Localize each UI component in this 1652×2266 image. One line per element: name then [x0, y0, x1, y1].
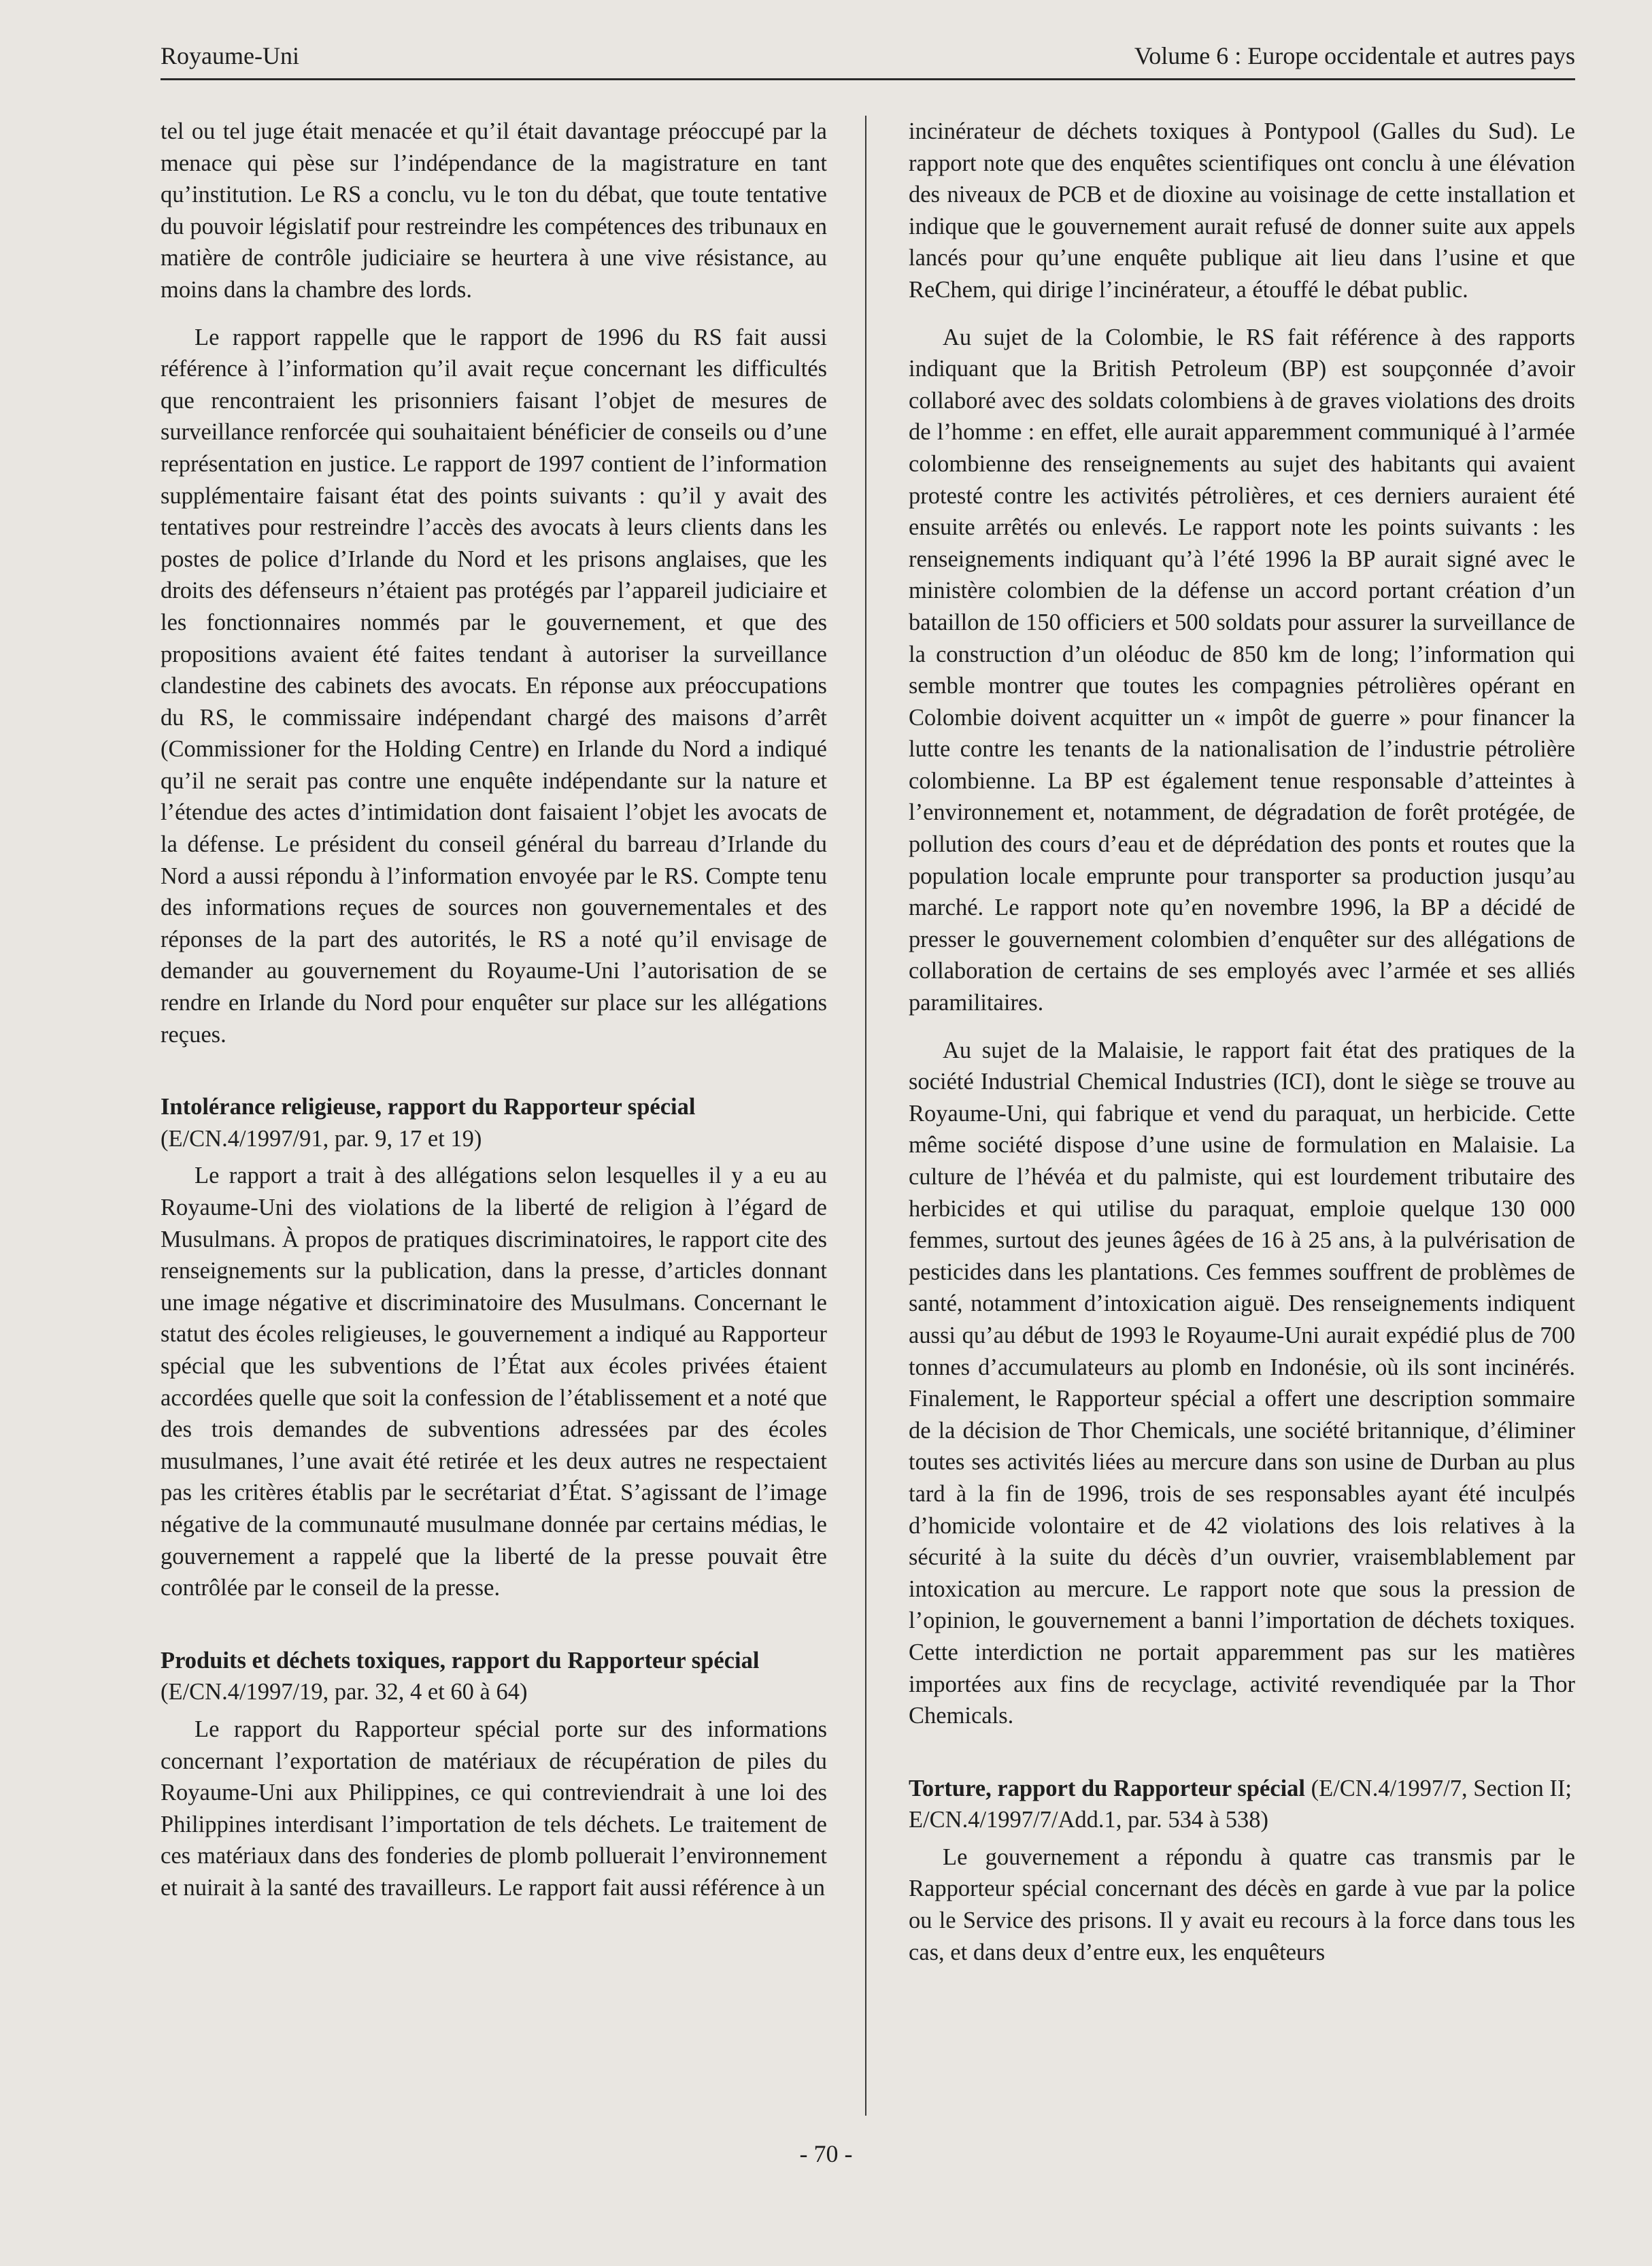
- section-heading-religious-intolerance: [161, 1091, 827, 1154]
- heading-reference: (E/CN.4/1997/19, par. 32, 4 et 60 à 64): [161, 1679, 528, 1705]
- paragraph: Au sujet de la Colombie, le RS fait référence à des rapports indiquant que la British Petroleum (BP) est soupçonnée d’avoir collaboré avec des soldats colombiens à de graves violations des droits de l’homme : en effet, elle aurait apparemment communiqué à l’armée colombienne des renseignements au sujet des habitants qui avaient protesté contre les activités pétrolières, et ces derniers auraient été ensuite arrêtés ou enlevés. Le rapport note les points suivants : les renseignements indiquant qu’à l’été 1996 la BP aurait signé avec le ministère colombien de la défense un accord portant création d’un bataillon de 150 officiers et 500 soldats pour assurer la surveillance de la construction d’un oléoduc de 850 km de long; l’information qui semble montrer que toutes les compagnies pétrolières opérant en Colombie doivent acquitter un « impôt de guerre » pour financer la lutte contre les tenants de la nationalisation de l’industrie pétrolière colombienne. La BP est également tenue responsable d’atteintes à l’environnement et, notamment, de dégradation de forêt protégée, de pollution des cours d’eau et de déprédation des ponts et routes que la population locale emprunte pour transporter sa production jusqu’au marché. Le rapport note qu’en novembre 1996, la BP a décidé de presser le gouvernement colombien d’enquêter sur des allégations de collaboration de certains de ses employés avec l’armée et ses alliés paramilitaires.: [909, 324, 1575, 1016]
- right-column: [909, 116, 1575, 1984]
- paragraph: Au sujet de la Malaisie, le rapport fait état des pratiques de la société Industrial Chemical Industries (ICI), dont le siège se trouve au Royaume-Uni, qui fabrique et vend du paraquat, un herbicide. Cette même société dispose d’une usine de formulation en Malaisie. La culture de l’hévéa et du palmiste, qui est lourdement tributaire des herbicides et qui utilise du paraquat, emploie quelque 130 000 femmes, surtout des jeunes âgées de 16 à 25 ans, à la pulvérisation de pesticides dans les plantations. Ces femmes souffrent de problèmes de santé, notamment d’intoxication aiguë. Des renseignements indiquent aussi qu’au début de 1993 le Royaume-Uni aurait expédié plus de 700 tonnes d’accumulateurs au plomb en Indonésie, où ils sont incinérés. Finalement, le Rapporteur spécial a offert une description sommaire de la décision de Thor Chemicals, une société britannique, d’éliminer toutes ses activités liées au mercure dans son usine de Durban au plus tard à la fin de 1996, trois de ses responsables ayant été inculpés d’homicide volontaire et de 42 violations des lois relatives à la sécurité à la suite du décès d’un ouvrier, vraisemblablement par intoxication au mercure. Le rapport note que sous la pression de l’opinion, le gouvernement a banni l’importation de déchets toxiques. Cette interdiction ne portait apparemment pas sur les matières importées aux fins de recyclage, activité revendiquée par la Thor Chemicals.: [909, 1037, 1575, 1729]
- paragraph: Le rapport rappelle que le rapport de 1996 du RS fait aussi référence à l’information qu’il avait reçue concernant les difficultés que rencontraient les prisonniers faisant l’objet de mesures de surveillance renforcée qui souhaitaient bénéficier de conseils ou d’une représentation en justice. Le rapport de 1997 contient de l’information supplémentaire faisant état des points suivants : qu’il y avait des tentatives pour restreindre l’accès des avocats à leurs clients dans les postes de police d’Irlande du Nord et les prisons anglaises, que les droits des défenseurs n’étaient pas protégés par l’appareil judiciaire et les fonctionnaires nommés par le gouvernement, et que des propositions avaient été faites tendant à autoriser la surveillance clandestine des cabinets des avocats. En réponse aux préoccupations du RS, le commissaire indépendant chargé des maisons d’arrêt (Commissioner for the Holding Centre) en Irlande du Nord a indiqué qu’il ne serait pas contre une enquête indépendante sur la nature et l’étendue des actes d’intimidation dont faisaient l’objet les avocats de la défense. Le président du conseil général du barreau d’Irlande du Nord a aussi répondu à l’information envoyée par le RS. Compte tenu des informations reçues de sources non gouvernementales et des réponses de la part des autorités, le RS a noté qu’il envisage de demander au gouvernement du Royaume-Uni l’autorisation de se rendre en Irlande du Nord pour enquêter sur place sur les allégations reçues.: [161, 324, 827, 1048]
- header-country: Royaume-Uni: [161, 42, 299, 69]
- heading-reference: (E/CN.4/1997/91, par. 9, 17 et 19): [161, 1125, 482, 1152]
- paragraph: incinérateur de déchets toxiques à Pontypool (Galles du Sud). Le rapport note que des enquêtes scientifiques ont conclu à une élévation des niveaux de PCB et de dioxine au voisinage de cette installation et indique que le gouvernement aurait refusé de donner suite aux appels lancés pour qu’une enquête publique ait lieu dans l’usine et que ReChem, qui dirige l’incinérateur, a étouffé le débat public.: [909, 118, 1575, 303]
- running-header: [161, 37, 1575, 80]
- heading-title: Produits et déchets toxiques, rapport du Rapporteur spécial: [161, 1647, 760, 1673]
- heading-title: Torture, rapport du Rapporteur spécial: [909, 1775, 1306, 1801]
- paragraph: Le gouvernement a répondu à quatre cas transmis par le Rapporteur spécial concernant des décès en garde à vue par la police ou le Service des prisons. Il y avait eu recours à la force dans tous les cas, et dans deux d’entre eux, les enquêteurs: [909, 1844, 1575, 1965]
- column-divider: [865, 116, 866, 2116]
- paragraph: Le rapport a trait à des allégations selon lesquelles il y a eu au Royaume-Uni des violations de la liberté de religion à l’égard de Musulmans. À propos de pratiques discriminatoires, le rapport cite des renseignements sur la publication, dans la presse, d’articles donnant une image négative et discriminatoire des Musulmans. Concernant le statut des écoles religieuses, le gouvernement a indiqué au Rapporteur spécial que les subventions de l’État aux écoles privées étaient accordées quelle que soit la confession de l’établissement et a noté que des trois demandes de subventions adressées par des écoles musulmanes, l’une avait été retirée et les deux autres ne respectaient pas les critères établis par le secrétariat d’État. S’agissant de l’image négative de la communauté musulmane donnée par certains médias, le gouvernement a rappelé que la liberté de la presse pouvait être contrôlée par le conseil de la presse.: [161, 1163, 827, 1601]
- page-number: - 70 -: [799, 2140, 853, 2167]
- heading-reference: (E/CN.4/1997/7, Section II; E/CN.4/1997/7/Add.1, par. 534 à 538): [909, 1775, 1572, 1833]
- section-heading-torture: [909, 1773, 1575, 1836]
- paragraph: Le rapport du Rapporteur spécial porte sur des informations concernant l’exportation de matériaux de récupération de piles du Royaume-Uni aux Philippines, ce qui contreviendrait à une loi des Philippines interdisant l’importation de tels déchets. Le traitement de ces matériaux dans des fonderies de plomb polluerait l’environnement et nuirait à la santé des travailleurs. Le rapport fait aussi référence à un: [161, 1716, 827, 1901]
- paragraph: tel ou tel juge était menacée et qu’il était davantage préoccupé par la menace qui pèse sur l’indépendance de la magistrature en tant qu’institution. Le RS a conclu, vu le ton du débat, que toute tentative du pouvoir législatif pour restreindre les compétences des tribunaux en matière de contrôle judiciaire se heurtera à une vive résistance, au moins dans la chambre des lords.: [161, 118, 827, 303]
- heading-title: Intolérance religieuse, rapport du Rapporteur spécial: [161, 1094, 696, 1120]
- section-heading-toxic-waste: [161, 1645, 827, 1708]
- left-column: [161, 116, 827, 1919]
- header-volume: Volume 6 : Europe occidentale et autres pays: [1134, 42, 1575, 69]
